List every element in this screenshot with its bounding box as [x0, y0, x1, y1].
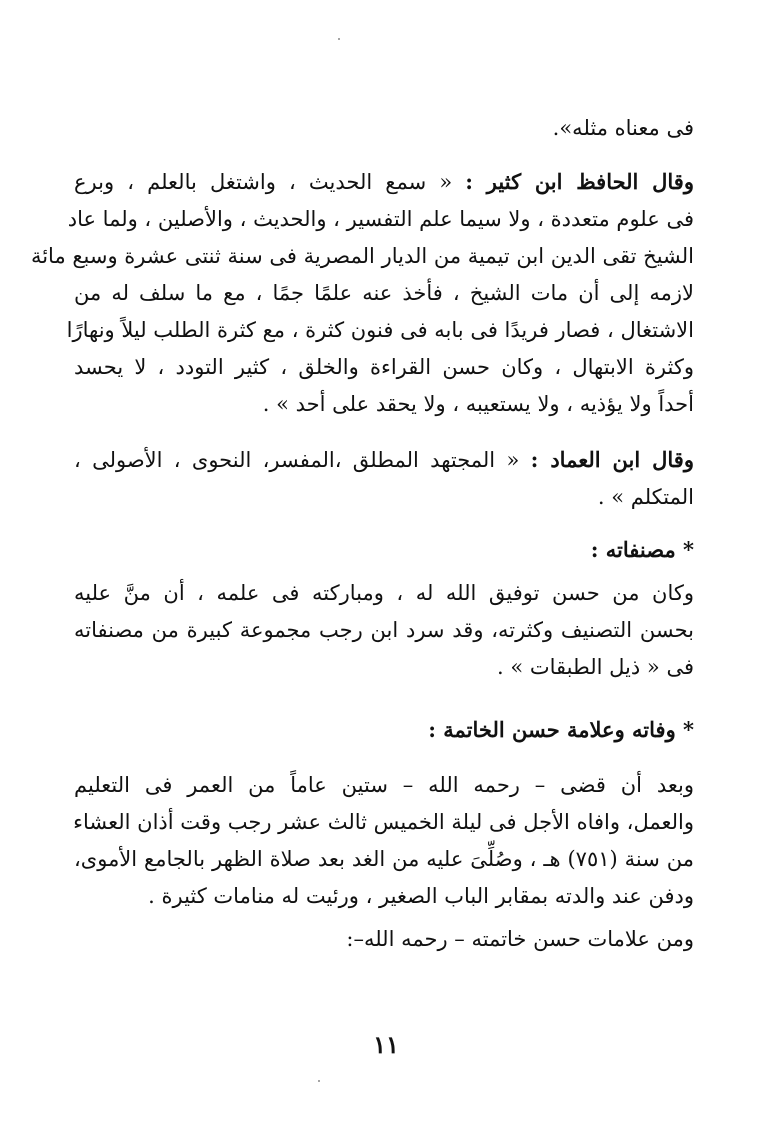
section-heading [74, 532, 694, 568]
text-line [74, 386, 694, 422]
line-text: وكان من حسن توفيق الله له ، ومباركته فى علمه ، أن منَّ عليه [74, 581, 694, 605]
section-heading [74, 712, 694, 748]
text-line [30, 238, 694, 274]
line-text: * وفاته وعلامة حسن الخاتمة : [428, 717, 694, 742]
text-line [74, 878, 694, 914]
line-text: * مصنفاته : [590, 537, 694, 562]
text-line [74, 804, 694, 840]
line-text: وبعد أن قضى – رحمه الله – ستين عاماً من العمر فى التعليم [74, 773, 694, 797]
line-text: « المجتهد المطلق ،المفسر، النحوى ، الأصولى ، [74, 448, 531, 472]
line-text: بحسن التصنيف وكثرته، وقد سرد ابن رجب مجموعة كبيرة من مصنفاته [74, 618, 694, 642]
text-line [74, 767, 694, 803]
speaker-name: وقال ابن العماد : [530, 447, 694, 472]
text-line [74, 479, 694, 515]
line-text: ومن علامات حسن خاتمته – رحمه الله–: [346, 927, 694, 951]
line-text: أحداً ولا يؤذيه ، ولا يستعيبه ، ولا يحقد على أحد » . [262, 392, 694, 416]
text-line [66, 312, 694, 348]
line-text: من سنة (٧٥١) هـ ، وصُلِّىَ عليه من الغد بعد صلاة الظهر بالجامع الأموى، [74, 847, 694, 871]
text-line [74, 442, 694, 478]
line-text: والعمل، وافاه الأجل فى ليلة الخميس ثالث عشر رجب وقت أذان العشاء [73, 810, 694, 834]
line-text: فى علوم متعددة ، ولا سيما علم التفسير ، والحديث ، والأصلين ، ولما عاد [67, 207, 694, 231]
text-line [74, 349, 694, 385]
text-line [74, 921, 694, 957]
line-text: لازمه إلى أن مات الشيخ ، فأخذ عنه علمًا جمًا ، مع ما سلف له من [74, 281, 694, 305]
text-line [74, 275, 694, 311]
text-line [74, 649, 694, 685]
text-line [74, 612, 694, 648]
line-text: فى « ذيل الطبقات » . [497, 655, 694, 679]
text-line [74, 841, 694, 877]
scan-speck [338, 38, 340, 40]
line-text: الشيخ تقى الدين ابن تيمية من الديار المصرية فى سنة ثنتى عشرة وسبع مائة [30, 244, 694, 268]
line-text: فى معناه مثله». [552, 116, 694, 140]
text-line [74, 575, 694, 611]
line-text: « سمع الحديث ، واشتغل بالعلم ، وبرع [74, 170, 466, 194]
text-line [74, 110, 694, 146]
line-text: ودفن عند والدته بمقابر الباب الصغير ، ورئيت له منامات كثيرة . [148, 884, 694, 908]
scan-speck [318, 1080, 320, 1082]
line-text: الاشتغال ، فصار فريدًا فى بابه فى فنون كثرة ، مع كثرة الطلب ليلاً ونهارًا [66, 318, 694, 342]
speaker-name: وقال الحافظ ابن كثير : [465, 169, 694, 194]
line-text: وكثرة الابتهال ، وكان حسن القراءة والخلق ، كثير التودد ، لا يحسد [74, 355, 694, 379]
page-number: ١١ [373, 1030, 399, 1059]
line-text: المتكلم » . [597, 485, 694, 509]
text-line [74, 164, 694, 200]
text-line [67, 201, 694, 237]
